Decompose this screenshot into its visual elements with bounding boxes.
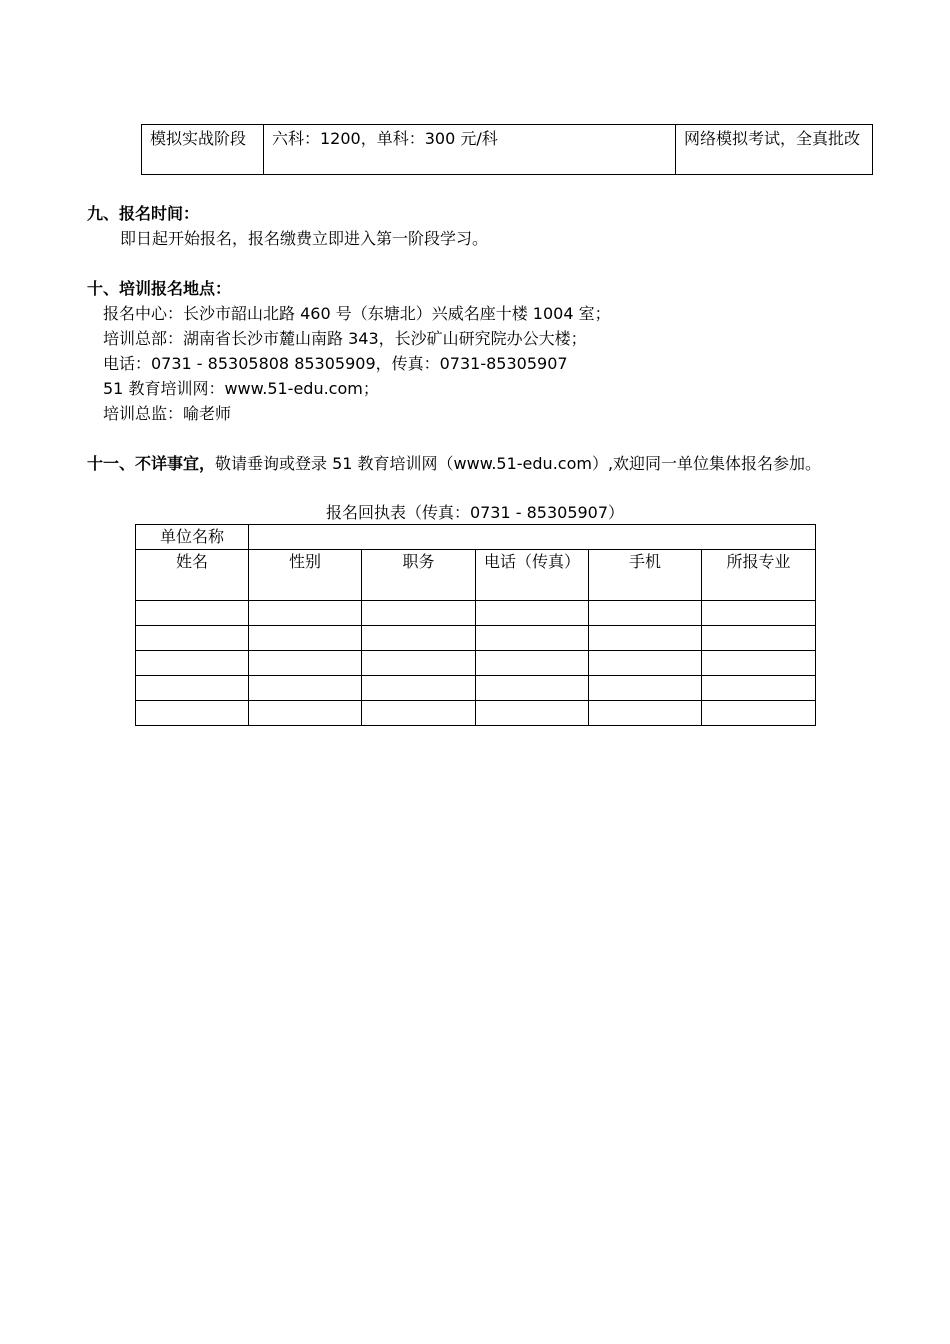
form-cell[interactable]	[476, 601, 589, 626]
form-cell[interactable]	[136, 676, 249, 701]
table-row	[136, 701, 816, 726]
form-cell[interactable]	[589, 651, 702, 676]
stage-note-cell: 网络模拟考试，全真批改	[676, 125, 873, 175]
form-cell[interactable]	[702, 651, 816, 676]
form-cell[interactable]	[589, 626, 702, 651]
section11-body: 敬请垂询或登录 51 教育培训网（www.51-edu.com）,欢迎同一单位集体报名参加。	[215, 454, 822, 473]
form-cell[interactable]	[589, 701, 702, 726]
table-row	[136, 651, 816, 676]
form-cell[interactable]	[136, 626, 249, 651]
website-line: 51 教育培训网：www.51-edu.com；	[103, 379, 379, 398]
stage-fee-table	[141, 124, 873, 175]
stage-name-cell: 模拟实战阶段	[142, 125, 264, 175]
form-title: 报名回执表（传真：0731 - 85305907）	[325, 503, 625, 522]
col-header-gender: 性别	[249, 550, 362, 601]
table-row	[136, 676, 816, 701]
form-cell[interactable]	[702, 626, 816, 651]
form-cell[interactable]	[249, 701, 362, 726]
registration-form-table	[135, 524, 816, 726]
form-cell[interactable]	[476, 676, 589, 701]
section11-heading: 十一、不详事宜，	[87, 454, 216, 473]
form-cell[interactable]	[476, 626, 589, 651]
col-header-phone: 电话（传真）	[476, 550, 589, 601]
unit-row	[136, 525, 816, 550]
director-line: 培训总监：喻老师	[103, 404, 232, 423]
form-cell[interactable]	[362, 626, 476, 651]
col-header-name: 姓名	[136, 550, 249, 601]
address-center-line: 报名中心：长沙市韶山北路 460 号（东塘北）兴威名座十楼 1004 室；	[103, 304, 611, 323]
phone-line: 电话：0731 - 85305808 85305909，传真：0731-85305907	[103, 354, 568, 373]
form-cell[interactable]	[362, 651, 476, 676]
form-cell[interactable]	[249, 676, 362, 701]
header-row	[136, 550, 816, 601]
form-cell[interactable]	[249, 651, 362, 676]
form-cell[interactable]	[476, 651, 589, 676]
table-row	[136, 626, 816, 651]
form-cell[interactable]	[136, 701, 249, 726]
form-cell[interactable]	[702, 601, 816, 626]
section9-heading: 九、报名时间：	[87, 204, 200, 223]
stage-fee-cell: 六科：1200，单科：300 元/科	[264, 125, 676, 175]
table-row	[142, 125, 873, 175]
unit-input-cell[interactable]	[249, 525, 816, 550]
col-header-position: 职务	[362, 550, 476, 601]
col-header-mobile: 手机	[589, 550, 702, 601]
form-cell[interactable]	[136, 651, 249, 676]
form-cell[interactable]	[362, 601, 476, 626]
form-cell[interactable]	[589, 601, 702, 626]
form-cell[interactable]	[136, 601, 249, 626]
unit-label: 单位名称	[136, 525, 249, 550]
section11-paragraph	[87, 451, 821, 476]
form-cell[interactable]	[589, 676, 702, 701]
form-cell[interactable]	[702, 676, 816, 701]
section9-body: 即日起开始报名，报名缴费立即进入第一阶段学习。	[120, 229, 489, 248]
form-cell[interactable]	[362, 676, 476, 701]
section10-heading: 十、培训报名地点：	[87, 279, 232, 298]
col-header-major: 所报专业	[702, 550, 816, 601]
form-cell[interactable]	[702, 701, 816, 726]
table-row	[136, 601, 816, 626]
form-cell[interactable]	[249, 601, 362, 626]
address-hq-line: 培训总部：湖南省长沙市麓山南路 343，长沙矿山研究院办公大楼；	[103, 329, 587, 348]
form-cell[interactable]	[362, 701, 476, 726]
form-cell[interactable]	[476, 701, 589, 726]
form-cell[interactable]	[249, 626, 362, 651]
